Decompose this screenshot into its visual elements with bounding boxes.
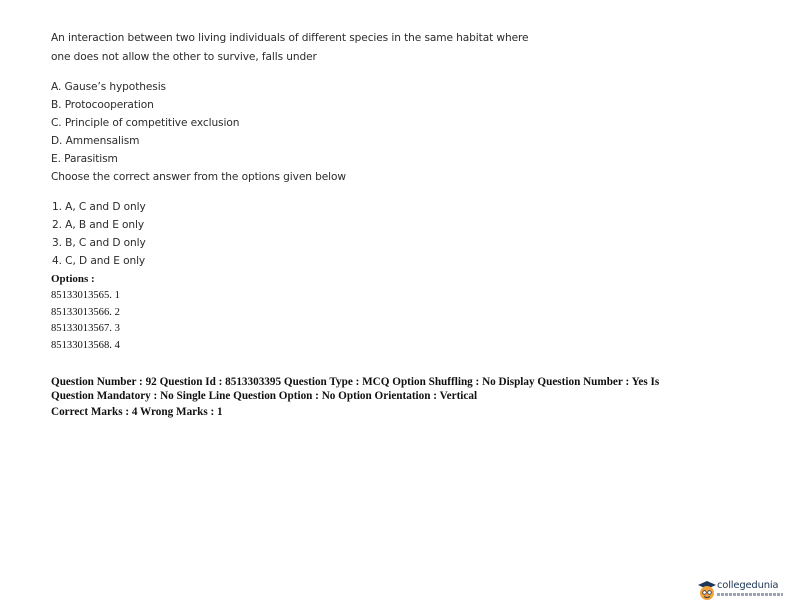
- option-id-4: 85133013568. 4: [51, 340, 120, 351]
- graduate-mascot-icon: [697, 578, 717, 602]
- statement-d: D. Ammensalism: [51, 135, 140, 147]
- option-id-2: 85133013566. 2: [51, 307, 120, 318]
- metadata-line-3: Correct Marks : 4 Wrong Marks : 1: [51, 406, 223, 418]
- statement-c: C. Principle of competitive exclusion: [51, 117, 240, 129]
- options-heading: Options :: [51, 273, 95, 285]
- logo-tagline: [717, 593, 783, 596]
- collegedunia-logo: [697, 578, 789, 604]
- metadata-line-2: Question Mandatory : No Single Line Question Option : No Option Orientation : Vertical: [51, 390, 478, 402]
- answer-choice-4: 4. C, D and E only: [52, 255, 146, 267]
- answer-choice-3: 3. B, C and D only: [52, 237, 146, 249]
- logo-wordmark: collegedunia: [717, 580, 779, 591]
- option-id-1: 85133013565. 1: [51, 290, 120, 301]
- answer-choice-2: 2. A, B and E only: [52, 219, 145, 231]
- statement-b: B. Protocooperation: [51, 99, 154, 111]
- statement-a: A. Gause’s hypothesis: [51, 81, 166, 93]
- question-line-2: one does not allow the other to survive, falls under: [51, 51, 317, 63]
- metadata-line-1: Question Number : 92 Question Id : 8513303395 Question Type : MCQ Option Shuffling : No Display Question Number : Yes Is: [51, 376, 660, 388]
- statement-e: E. Parasitism: [51, 153, 118, 165]
- question-line-1: An interaction between two living individuals of different species in the same habitat where: [51, 32, 529, 44]
- option-id-3: 85133013567. 3: [51, 323, 120, 334]
- answer-choice-1: 1. A, C and D only: [52, 201, 146, 213]
- instruction-text: Choose the correct answer from the options given below: [51, 171, 346, 183]
